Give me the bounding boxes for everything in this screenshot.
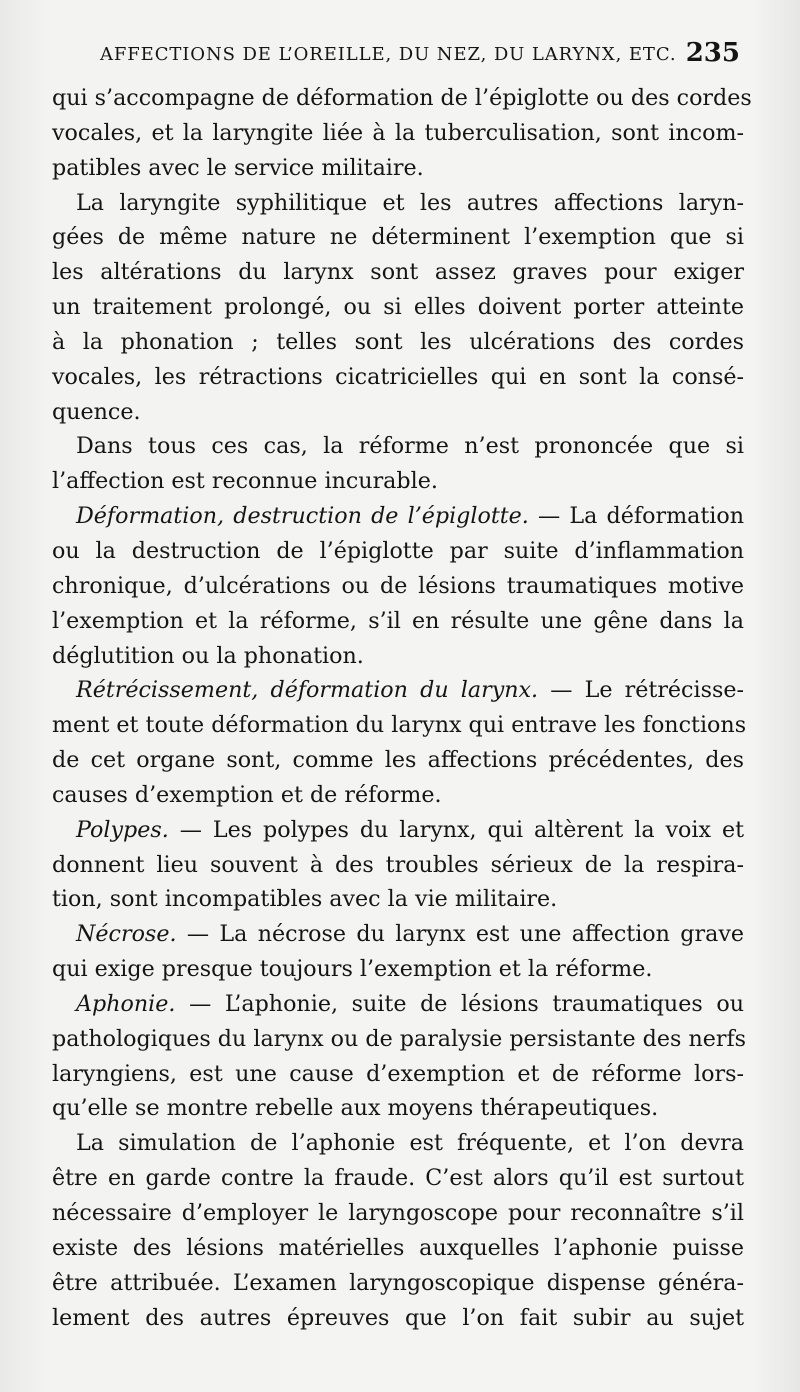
section-heading-italic: Rétrécissement, déformation du larynx.	[76, 677, 539, 704]
text-line	[52, 1022, 747, 1057]
line-text: les altérations du larynx sont assez graves pour exiger	[52, 259, 744, 286]
line-text: causes d’exemption et de réforme.	[52, 781, 442, 808]
section-heading-italic: Déformation, destruction de l’épiglotte.	[76, 503, 529, 530]
line-text: nécessaire d’employer le laryngoscope pour reconnaître s’il	[52, 1200, 744, 1226]
text-line	[52, 673, 744, 708]
text-line	[52, 81, 752, 116]
text-line	[52, 604, 744, 639]
line-text: qui exige presque toujours l’exemption et la réforme.	[52, 956, 653, 983]
line-text: donnent lieu souvent à des troubles sérieux de la respira-	[52, 851, 744, 878]
line-text: ment et toute déformation du larynx qui entrave les fonctions	[52, 712, 747, 739]
text-line	[52, 639, 744, 674]
line-text: lement des autres épreuves que l’on fait subir au sujet	[52, 1304, 744, 1331]
text-line	[52, 708, 747, 743]
line-text: — L’aphonie, suite de lésions traumatiques ou	[175, 990, 744, 1017]
line-text: — Les polypes du larynx, qui altèrent la voix et	[168, 816, 744, 843]
line-text: vocales, les rétractions cicatricielles qui en sont la consé-	[52, 363, 744, 390]
line-text: tion, sont incompatibles avec la vie militaire.	[52, 886, 558, 913]
line-text: — Le rétrécisse-	[538, 677, 744, 704]
line-text: — La nécrose du larynx est une affection grave	[176, 921, 744, 948]
line-text: chronique, d’ulcérations ou de lésions traumatiques motive	[52, 572, 744, 599]
text-line	[52, 186, 744, 221]
text-line	[52, 743, 744, 778]
line-text: La simulation de l’aphonie est fréquente, et l’on devra	[76, 1130, 744, 1157]
text-line	[52, 1091, 744, 1126]
text-line	[52, 464, 744, 499]
text-line	[52, 882, 744, 917]
line-text: vocales, et la laryngite liée à la tuberculisation, sont incom-	[52, 119, 744, 146]
text-line	[52, 116, 744, 151]
line-text: l’affection est reconnue incurable.	[52, 468, 438, 495]
section-heading-italic: Aphonie.	[76, 990, 176, 1017]
line-text: qu’elle se montre rebelle aux moyens thérapeutiques.	[52, 1095, 659, 1122]
page-body-text	[52, 81, 752, 1335]
text-line	[52, 360, 744, 395]
text-line	[52, 1266, 744, 1301]
text-line	[52, 952, 744, 987]
text-line	[52, 220, 744, 255]
line-text: laryngiens, est une cause d’exemption et de réforme lors-	[52, 1060, 744, 1087]
line-text: quence.	[52, 398, 141, 425]
text-line	[52, 569, 744, 604]
line-text: gées de même nature ne déterminent l’exemption que si	[52, 224, 744, 251]
line-text: existe des lésions matérielles auxquelles l’aphonie puisse	[52, 1234, 744, 1261]
line-text: être attribuée. L’examen laryngoscopique dispense généra-	[52, 1269, 744, 1296]
line-text: déglutition ou la phonation.	[52, 642, 364, 669]
line-text: ou la destruction de l’épiglotte par suite d’inflammation	[52, 537, 744, 564]
text-line	[52, 325, 744, 360]
line-text: qui s’accompagne de déformation de l’épiglotte ou des cordes	[52, 85, 752, 111]
text-line	[52, 534, 744, 569]
text-line	[52, 1196, 744, 1231]
text-line	[52, 778, 744, 813]
section-heading-italic: Nécrose.	[76, 921, 177, 948]
text-line	[52, 1301, 744, 1336]
line-text: La laryngite syphilitique et les autres affections laryn-	[76, 189, 744, 216]
text-line	[52, 1126, 744, 1161]
line-text: l’exemption et la réforme, s’il en résulte une gêne dans la	[52, 607, 744, 634]
line-text: de cet organe sont, comme les affections précédentes, des	[52, 747, 744, 774]
section-heading-italic: Polypes.	[76, 816, 169, 843]
text-line	[52, 255, 744, 290]
text-line	[52, 848, 744, 883]
line-text: patibles avec le service militaire.	[52, 154, 424, 181]
text-line	[52, 395, 744, 430]
line-text: — La déformation	[528, 503, 744, 530]
line-text: pathologiques du larynx ou de paralysie persistante des nerfs	[52, 1025, 747, 1052]
page-header	[100, 38, 740, 74]
text-line	[52, 290, 744, 325]
text-line	[52, 1231, 744, 1266]
line-text: un traitement prolongé, ou si elles doivent porter atteinte	[52, 294, 744, 321]
text-line	[52, 429, 744, 464]
line-text: être en garde contre la fraude. C’est alors qu’il est surtout	[52, 1165, 744, 1192]
text-line	[52, 813, 744, 848]
text-line	[52, 987, 744, 1022]
text-line	[52, 1161, 744, 1196]
text-line	[52, 1057, 744, 1092]
text-line	[52, 499, 744, 534]
text-line	[52, 917, 744, 952]
line-text: à la phonation ; telles sont les ulcérations des cordes	[52, 328, 744, 355]
running-head: AFFECTIONS DE L’OREILLE, DU NEZ, DU LARYNX, ETC.	[100, 44, 677, 65]
page-number: 235	[685, 38, 740, 68]
line-text: Dans tous ces cas, la réforme n’est prononcée que si	[76, 433, 744, 460]
text-line	[52, 151, 744, 186]
